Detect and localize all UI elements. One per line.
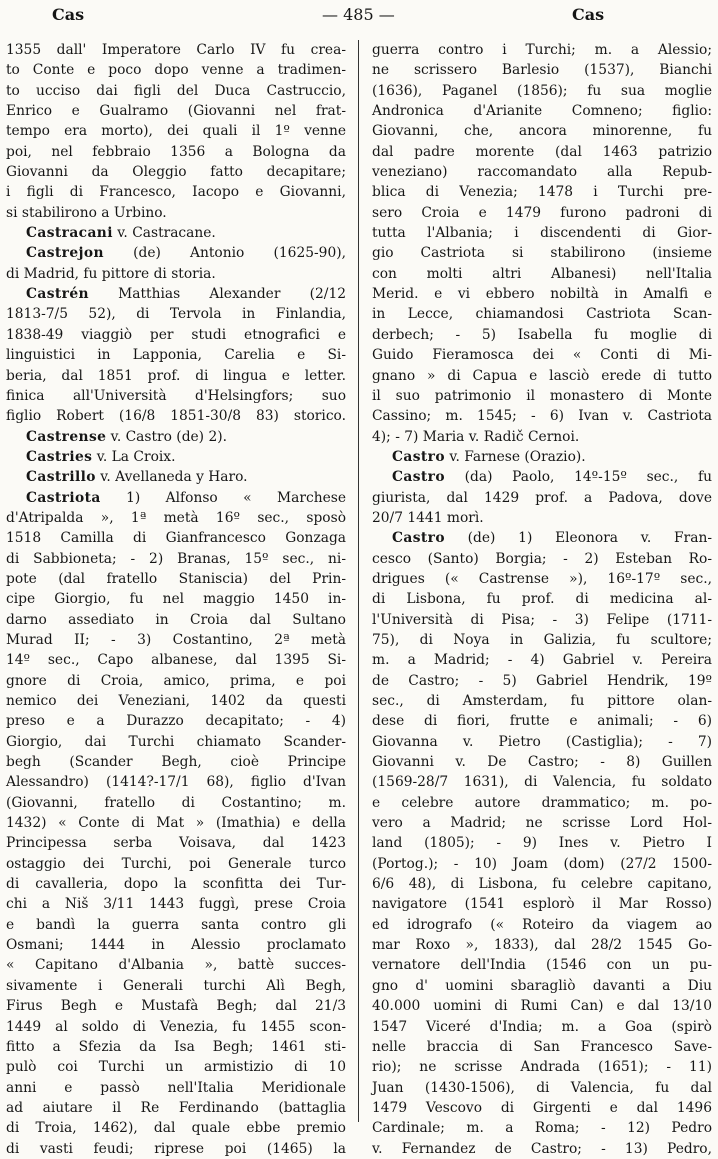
text-line — [372, 203, 712, 223]
line-text: cesco (Santo) Borgia; - 2) Esteban Ro- — [372, 550, 712, 567]
line-text: v. La Croix. — [92, 448, 176, 465]
text-line — [372, 671, 712, 691]
text-line — [372, 955, 712, 975]
line-text: d'Atripalda », 1ª metà 16º sec., sposò — [6, 509, 346, 526]
line-text: derbech; - 5) Isabella fu moglie di — [372, 326, 712, 343]
line-text: veneziano) raccomandato alla Repub- — [372, 164, 712, 181]
text-line — [6, 589, 346, 609]
text-line — [372, 1078, 712, 1098]
text-line — [372, 915, 712, 935]
line-text: vero a Madrid; ne scrisse Lord Hol- — [372, 815, 712, 832]
text-line — [6, 1078, 346, 1098]
text-line — [6, 874, 346, 894]
text-line — [372, 304, 712, 324]
line-text: Giovanni v. De Castro; - 8) Guillen — [372, 754, 712, 771]
line-text: 4); - 7) Maria v. Radič Cernoi. — [372, 428, 580, 445]
text-line — [372, 1139, 712, 1159]
line-text: Andronica d'Arianite Comneno; figlio: — [372, 103, 712, 120]
line-text: Giovanni, che, ancora minorenne, fu — [372, 123, 712, 140]
line-text: di Lisbona, fu prof. di medicina al- — [372, 591, 712, 608]
line-text: pulò coi Turchi un armistizio di 10 — [6, 1059, 346, 1076]
text-line — [372, 976, 712, 996]
text-line — [6, 630, 346, 650]
line-text: ed idrografo (« Roteiro da viagem ao — [372, 916, 712, 933]
line-text: 1813-7/5 52), di Tervola in Finlandia, — [6, 306, 346, 323]
text-line — [372, 752, 712, 772]
line-text: pote (dal fratello Staniscia) del Prin- — [6, 570, 346, 587]
entry-headword: Castrén — [26, 286, 89, 303]
line-text: 1355 dall' Imperatore Carlo IV fu crea- — [6, 42, 346, 58]
line-text: Giorgio, dai Turchi chiamato Scander- — [6, 733, 346, 750]
line-text: Guido Fieramosca dei « Conti di Mi- — [372, 347, 712, 364]
line-text: il suo patrimonio il monastero di Monte — [372, 387, 712, 404]
line-text: to Conte e poco dopo venne a tradimen- — [6, 62, 346, 79]
text-line — [6, 121, 346, 141]
line-text: Cardinale; m. a Roma; - 12) Pedro — [372, 1120, 712, 1137]
text-line — [6, 996, 346, 1016]
line-text: 1518 Camilla di Gianfrancesco Gonzaga — [6, 530, 346, 547]
entry-line — [6, 427, 346, 447]
running-head-right: Cas — [572, 5, 605, 24]
line-text: 1432) « Conte di Mat » (Imathia) e della — [6, 815, 346, 832]
text-line — [6, 508, 346, 528]
entry-headword: Castriota — [26, 489, 101, 506]
text-line — [372, 935, 712, 955]
text-line — [372, 569, 712, 589]
line-text: di vasti feudi; riprese poi (1465) la — [6, 1140, 346, 1157]
column-divider — [358, 40, 359, 1122]
text-line — [6, 711, 346, 731]
line-text: ne scrissero Barlesio (1537), Bianchi — [372, 62, 712, 79]
text-line — [372, 1057, 712, 1077]
text-line — [372, 833, 712, 853]
line-text: 6/6 48), di Lisbona, fu celebre capitano, — [372, 876, 712, 893]
text-line — [6, 1057, 346, 1077]
line-text: nemico dei Veneziani, 1402 da questi — [6, 693, 346, 709]
text-line — [372, 1037, 712, 1057]
line-text: de Castro; - 5) Gabriel Hendrik, 19º — [372, 672, 712, 689]
text-line — [372, 610, 712, 630]
line-text: i figli di Francesco, Iacopo e Giovanni, — [6, 184, 346, 201]
left-column — [6, 40, 346, 1157]
text-line — [372, 182, 712, 202]
text-line — [372, 325, 712, 345]
text-line — [6, 650, 346, 670]
line-text: Principessa serba Voisava, dal 1423 — [6, 835, 346, 852]
entry-line — [6, 467, 346, 487]
text-line — [372, 691, 712, 711]
line-text: anni e passò nell'Italia Meridionale — [6, 1079, 346, 1096]
line-text: di Madrid, fu pittore di storia. — [6, 265, 216, 282]
line-text: con molti altri Albanesi) nell'Italia — [372, 265, 712, 282]
text-line — [372, 121, 712, 141]
text-line — [6, 935, 346, 955]
line-text: v. Castracane. — [112, 225, 216, 242]
line-text: nelle braccia di San Francesco Save- — [372, 1038, 712, 1055]
line-text: (de) 1) Eleonora v. Fran- — [444, 530, 712, 547]
text-line — [372, 549, 712, 569]
line-text: (1569-28/7 1631), di Valencia, fu soldato — [372, 774, 712, 791]
line-text: v. Farnese (Orazio). — [444, 448, 586, 465]
entry-line — [372, 467, 712, 487]
line-text: chi a Niš 3/11 1443 fuggì, prese Croia — [6, 896, 346, 913]
text-line — [6, 60, 346, 80]
line-text: ad aiutare il Re Ferdinando (battaglia — [6, 1099, 346, 1116]
line-text: ostaggio dei Turchi, poi Generale turco — [6, 855, 346, 872]
line-text: mar Roxo », 1833), dal 28/2 1545 Go- — [372, 937, 712, 954]
line-text: giurista, dal 1429 prof. a Padova, dove — [372, 489, 712, 506]
line-text: dese di fiori, frutte e animali; - 6) — [372, 713, 712, 730]
text-line — [372, 650, 712, 670]
right-column — [372, 40, 712, 1157]
text-line — [372, 793, 712, 813]
text-line — [372, 101, 712, 121]
text-line — [372, 40, 712, 60]
line-text: poi, nel febbraio 1356 a Bologna da — [6, 143, 346, 160]
line-text: gio Castriota si stabilirono (insieme — [372, 245, 712, 262]
entry-line — [6, 284, 346, 304]
line-text: 75), di Noya in Galizia, fu scultore; — [372, 631, 712, 648]
line-text: fitto a Sfezia da Isa Begh; 1461 sti- — [6, 1038, 346, 1055]
text-line — [6, 732, 346, 752]
entry-line — [6, 447, 346, 467]
text-line — [372, 874, 712, 894]
entry-line — [6, 488, 346, 508]
entry-headword: Castro — [392, 530, 445, 547]
line-text: preso e a Durazzo decapitato; - 4) — [6, 713, 346, 730]
text-line — [372, 406, 712, 426]
line-text: blica di Venezia; 1478 i Turchi pre- — [372, 184, 712, 201]
entry-headword: Castro — [392, 448, 445, 465]
text-line — [6, 1098, 346, 1118]
line-text: 14º sec., Capo albanese, dal 1395 Si- — [6, 652, 346, 669]
text-line — [372, 284, 712, 304]
text-line — [372, 1098, 712, 1118]
line-text: 1449 al soldo di Venezia, fu 1455 scon- — [6, 1018, 346, 1035]
line-text: e bandì la guerra santa contro gli — [6, 916, 346, 933]
line-text: rio); ne scrisse Andrada (1651); - 11) — [372, 1059, 712, 1076]
line-text: (Giovanni, fratello di Costantino; m. — [6, 794, 346, 811]
line-text: si stabilirono a Urbino. — [6, 204, 167, 221]
line-text: 1838-49 viaggiò per studi etnografici e — [6, 326, 346, 343]
line-text: tutta l'Albania; i discendenti di Gior- — [372, 225, 712, 242]
text-line — [372, 508, 712, 528]
line-text: tempo era morto), dei quali il 1º venne — [6, 123, 346, 140]
text-line — [372, 142, 712, 162]
text-line — [6, 894, 346, 914]
entry-line — [372, 447, 712, 467]
line-text: begh (Scander Begh, cioè Principe — [6, 754, 346, 771]
text-line — [6, 264, 346, 284]
text-line — [372, 81, 712, 101]
text-line — [6, 40, 346, 60]
line-text: linguistici in Lapponia, Carelia e Si- — [6, 347, 346, 364]
text-line — [6, 182, 346, 202]
text-line — [372, 223, 712, 243]
line-text: m. a Madrid; - 4) Gabriel v. Pereira — [372, 652, 712, 669]
line-text: di Troia, 1462), dal quale ebbe premio — [6, 1120, 346, 1137]
line-text: v. Fernandez de Castro; - 13) Pedro, — [372, 1140, 712, 1157]
line-text: gno d' uomini sbaragliò davanti a Diu — [372, 977, 712, 994]
entry-headword: Castrillo — [26, 469, 96, 486]
text-line — [6, 854, 346, 874]
text-line — [372, 60, 712, 80]
text-line — [6, 304, 346, 324]
line-text: sero Croia e 1479 furono padroni di — [372, 204, 712, 221]
text-line — [6, 162, 346, 182]
line-text: 40.000 uomini di Rumi Can) e dal 13/10 — [372, 998, 712, 1015]
entry-headword: Castro — [392, 469, 445, 486]
line-text: di cavalleria, dopo la sconfitta dei Tur- — [6, 876, 346, 893]
text-line — [6, 671, 346, 691]
text-line — [372, 243, 712, 263]
entry-line — [372, 528, 712, 548]
text-line — [372, 813, 712, 833]
line-text: 1479 Vescovo di Girgenti e dal 1496 — [372, 1099, 712, 1116]
line-text: Enrico e Gualramo (Giovanni nel frat- — [6, 103, 346, 120]
line-text: Giovanna v. Pietro (Castiglia); - 7) — [372, 733, 712, 750]
text-line — [372, 894, 712, 914]
text-line — [372, 1118, 712, 1138]
line-text: e celebre autore drammatico; m. po- — [372, 794, 712, 811]
line-text: Murad II; - 3) Costantino, 2ª metà — [6, 631, 346, 648]
line-text: Cassino; m. 1545; - 6) Ivan v. Castriota — [372, 408, 712, 425]
text-line — [6, 1118, 346, 1138]
text-line — [6, 976, 346, 996]
line-text: sec., di Amsterdam, fu pittore olan- — [372, 693, 712, 709]
text-line — [372, 488, 712, 508]
line-text: Firus Begh e Mustafà Begh; dal 21/3 — [6, 998, 346, 1015]
text-line — [372, 854, 712, 874]
line-text: guerra contro i Turchi; m. a Alessio; — [372, 42, 712, 58]
text-line — [6, 528, 346, 548]
line-text: Osmani; 1444 in Alessio proclamato — [6, 937, 346, 954]
text-line — [6, 813, 346, 833]
line-text: beria, dal 1851 prof. di lingua e letter. — [6, 367, 346, 384]
page-header — [0, 0, 718, 30]
line-text: Juan (1430-1506), di Valencia, fu dal — [372, 1079, 712, 1096]
line-text: dal padre morente (dal 1463 patrizio — [372, 143, 712, 160]
text-line — [372, 630, 712, 650]
entry-headword: Castries — [26, 448, 93, 465]
text-line — [6, 793, 346, 813]
text-line — [372, 345, 712, 365]
entry-headword: Castrense — [26, 428, 107, 445]
line-text: Alessandro) (1414?-17/1 68), figlio d'Ivan — [6, 774, 346, 791]
text-line — [372, 386, 712, 406]
text-line — [372, 264, 712, 284]
line-text: gnore di Croia, amico, prima, e poi — [6, 672, 346, 689]
line-text: Merid. e vi ebbero nobiltà in Amalfi e — [372, 286, 712, 303]
line-text: figlio Robert (16/8 1851-30/8 83) storico. — [6, 408, 346, 425]
line-text: cipe Giorgio, fu nel maggio 1450 in- — [6, 591, 346, 608]
text-line — [6, 406, 346, 426]
line-text: v. Avellaneda y Haro. — [95, 469, 248, 486]
text-line — [6, 1139, 346, 1159]
line-text: to ucciso dai figli del Duca Castruccio, — [6, 82, 346, 99]
text-line — [6, 1037, 346, 1057]
entry-headword: Castracani — [26, 225, 113, 242]
page-number: — 485 — — [322, 5, 395, 24]
line-text: vernatore dell'India (1546 con un pu- — [372, 957, 712, 974]
text-line — [372, 427, 712, 447]
line-text: sivamente i Generali turchi Alì Begh, — [6, 977, 346, 994]
line-text: finica all'Università d'Helsingfors; suo — [6, 387, 346, 404]
line-text: (1636), Paganel (1856); fu sua moglie — [372, 82, 712, 99]
text-line — [372, 772, 712, 792]
text-line — [6, 955, 346, 975]
text-line — [372, 589, 712, 609]
line-text: (de) Antonio (1625-90), — [103, 245, 346, 262]
entry-headword: Castrejon — [26, 245, 104, 262]
text-line — [372, 162, 712, 182]
text-line — [6, 81, 346, 101]
line-text: 1547 Viceré d'India; m. a Goa (spirò — [372, 1018, 712, 1035]
text-line — [372, 996, 712, 1016]
line-text: (da) Paolo, 14º-15º sec., fu — [444, 469, 712, 486]
line-text: land (1805); - 9) Ines v. Pietro I — [372, 835, 712, 852]
line-text: Giovanni da Oleggio fatto decapitare; — [6, 164, 346, 181]
text-line — [372, 732, 712, 752]
running-head-left: Cas — [52, 5, 85, 24]
line-text: gnano » di Capua e lasciò erede di tutto — [372, 367, 712, 384]
text-line — [6, 101, 346, 121]
line-text: darno assediato in Croia dal Sultano — [6, 611, 346, 628]
entry-line — [6, 243, 346, 263]
text-line — [6, 203, 346, 223]
text-line — [6, 610, 346, 630]
line-text: l'Università di Pisa; - 3) Felipe (1711- — [372, 611, 712, 628]
text-line — [6, 549, 346, 569]
line-text: Matthias Alexander (2/12 — [88, 286, 346, 303]
text-line — [6, 833, 346, 853]
line-text: navigatore (1541 esplorò il Mar Rosso) — [372, 896, 712, 913]
text-line — [6, 691, 346, 711]
text-line — [6, 386, 346, 406]
text-line — [6, 366, 346, 386]
line-text: (Portog.); - 10) Joam (dom) (27/2 1500- — [372, 855, 712, 872]
line-text: 1) Alfonso « Marchese — [100, 489, 346, 506]
text-line — [6, 325, 346, 345]
text-line — [372, 711, 712, 731]
text-line — [6, 772, 346, 792]
text-line — [6, 569, 346, 589]
line-text: di Sabbioneta; - 2) Branas, 15º sec., ni- — [6, 550, 346, 567]
line-text: drigues (« Castrense »), 16º-17º sec., — [372, 570, 712, 587]
text-line — [372, 366, 712, 386]
text-line — [6, 142, 346, 162]
line-text: « Capitano d'Albania », battè succes- — [6, 957, 346, 974]
text-line — [6, 1017, 346, 1037]
entry-line — [6, 223, 346, 243]
line-text: in Lecce, chiamandosi Castriota Scan- — [372, 306, 712, 323]
line-text: v. Castro (de) 2). — [106, 428, 227, 445]
text-line — [6, 345, 346, 365]
text-line — [6, 752, 346, 772]
text-line — [372, 1017, 712, 1037]
line-text: 20/7 1441 morì. — [372, 509, 484, 526]
text-line — [6, 915, 346, 935]
